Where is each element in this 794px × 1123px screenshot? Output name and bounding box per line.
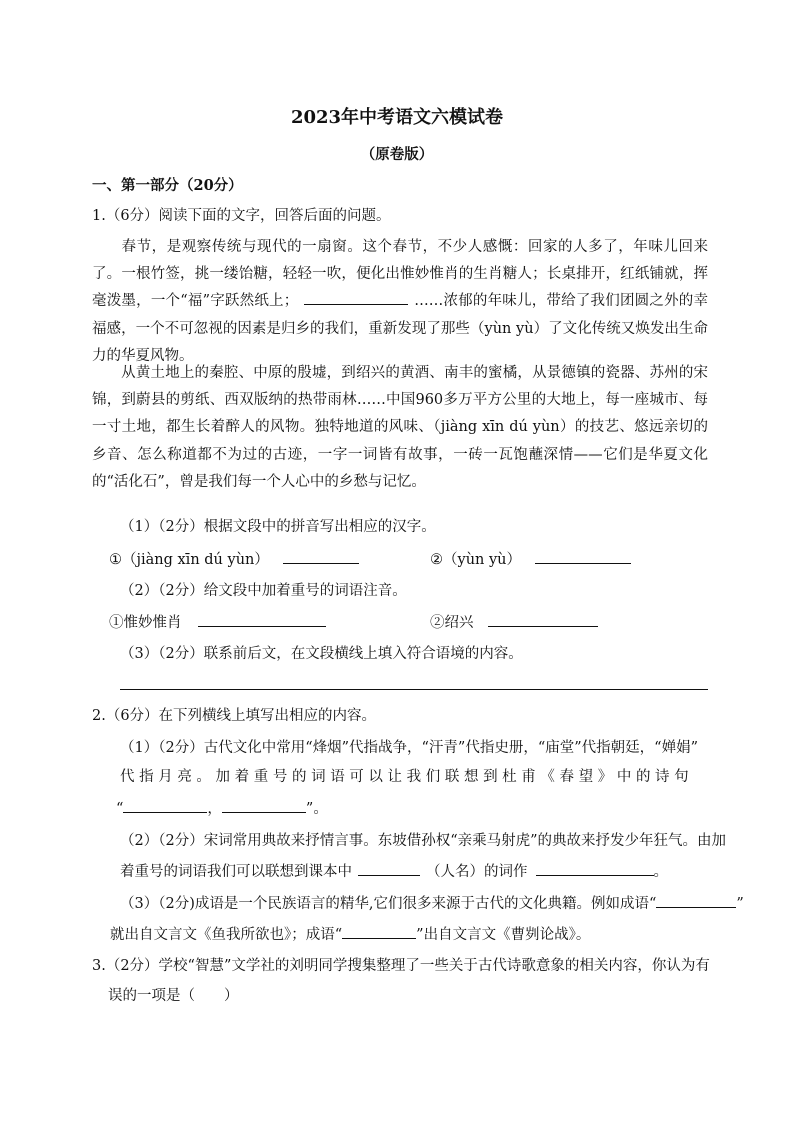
q2-sub1-blank-2[interactable] [222,798,306,813]
q1-sub1-option-1-label: ①（jiàng xīn dú yùn） [109,552,269,568]
q2-sub3-text-c: 就出自文言文《鱼我所欲也》；成语“ [110,927,343,943]
q1-sub2-option-2 [430,612,598,633]
q2-sub2-text-c: 。 [653,864,668,880]
q1-p1-text-a: 春节，是观察传统与现代的一扇窗。这个春节，不少人感慨：回家的人多了，年味儿回来了。一根竹签，挑一缕饴糖，轻轻一吹，便化出惟妙惟肖的生肖糖人；长桌排开，红纸铺就，挥毫泼墨，一个“福”字跃然纸上； [92,239,708,310]
q1-fill-blank[interactable] [304,290,408,305]
q1-sub1-option-2-label: ②（yùn yù） [430,552,522,568]
q2-sub2-text-a: 着重号的词语我们可以联想到课本中 [120,864,352,880]
q1-p1-text-b: ……浓郁的年味儿，带给了我们团圆之外的幸福感，一个不可忽视的因素是归乡的我们，重新发现了那些（yùn yù）了文化传统又焕发出生命力的华夏风物。 [92,293,709,364]
q1-stem: 1.（6分）阅读下面的文字，回答后面的问题。 [92,208,391,224]
q2-sub3-text-a: （3）（2分)成语是一个民族语言的精华,它们很多来源于古代的文化典籍。例如成语“ [120,896,657,912]
q1-sub1-blank-1[interactable] [283,549,359,564]
q2-sub3-blank-2[interactable] [342,924,416,939]
q2-sub1-line-3 [116,798,328,819]
q2-stem: 2.（6分）在下列横线上填写出相应的内容。 [92,708,377,724]
q1-sub1-option-2 [430,549,631,570]
q1-sub2-blank-1[interactable] [198,612,326,627]
q2-sub2-text-b: （人名）的词作 [426,864,528,880]
q2-sub3-line-1 [120,893,744,914]
q1-sub2-option-1-label: ①惟妙惟肖 [109,615,182,631]
q1-sub2: （2）（2分）给文段中加着重号的词语注音。 [120,583,407,599]
q1-answer-line[interactable] [120,689,708,690]
q1-sub1: （1）（2分）根据文段中的拼音写出相应的汉字。 [120,519,436,535]
q2-sub2-line-1: （2）（2分）宋词常用典故来抒情言事。东坡借孙权“亲乘马射虎”的典故来抒发少年狂气。由加 [120,833,727,849]
q1-sub1-blank-2[interactable] [535,549,631,564]
q1-sub3: （3）（2分）联系前后文，在文段横线上填入符合语境的内容。 [120,646,523,662]
q1-sub2-option-2-label: ②绍兴 [430,615,474,631]
q2-sub3-text-b: ” [736,896,744,912]
page-title: 2023年中考语文六模试卷 [290,107,504,128]
q2-quote-open: “ [116,801,124,817]
q1-p2-text: 从黄土地上的秦腔、中原的殷墟，到绍兴的黄酒、南丰的蜜橘，从景德镇的瓷器、苏州的宋锦，到蔚县的剪纸、西双版纳的热带雨林……中国960多万平方公里的大地上，每一座城市、每一寸土地，都生长着醉人的风物。独特地道的风味、（jiàng xīn dú yùn）的技艺、悠远亲切的乡音、怎么称道都不为过的古迹，一字一词皆有故事，一砖一瓦饱蘸深情——它们是华夏文化的“活化石”，曾是我们每一个人心中的乡愁与记忆。 [92,365,708,490]
section-heading: 一、第一部分（20分） [92,177,243,194]
q2-sub2-line-2 [120,861,668,882]
q2-sub2-blank-2[interactable] [536,861,654,876]
q2-quote-close: ”。 [305,801,328,817]
q1-paragraph-2 [92,360,708,496]
q2-sub3-line-2 [110,924,590,945]
q1-sub2-option-1 [109,612,326,633]
q2-sub1-line-1: （1）（2分）古代文化中常用“烽烟”代指战争，“汗青”代指史册，“庙堂”代指朝廷，“婵娟” [120,740,699,756]
q2-comma: ， [207,801,222,817]
q1-sub2-blank-2[interactable] [488,612,598,627]
q3-stem-line-1: 3.（2分）学校“智慧”文学社的刘明同学搜集整理了一些关于古代诗歌意象的相关内容，你认为有 [92,958,710,974]
q2-sub3-blank-1[interactable] [656,893,736,908]
q1-sub1-option-1 [109,549,359,570]
q3-stem-line-2: 误的一项是（ ） [108,988,239,1004]
page-subtitle: （原卷版） [360,146,434,163]
q2-sub2-blank-1[interactable] [358,861,420,876]
q2-sub1-line-2: 代 指 月 亮 。 加 着 重 号 的 词 语 可 以 让 我 们 联 想 到 杜 甫 《 春 望 》 中 的 诗 句 [120,769,689,785]
q2-sub1-blank-1[interactable] [123,798,207,813]
q2-sub3-text-d: ”出自文言文《曹刿论战》。 [416,927,591,943]
q1-paragraph-1 [92,234,708,370]
